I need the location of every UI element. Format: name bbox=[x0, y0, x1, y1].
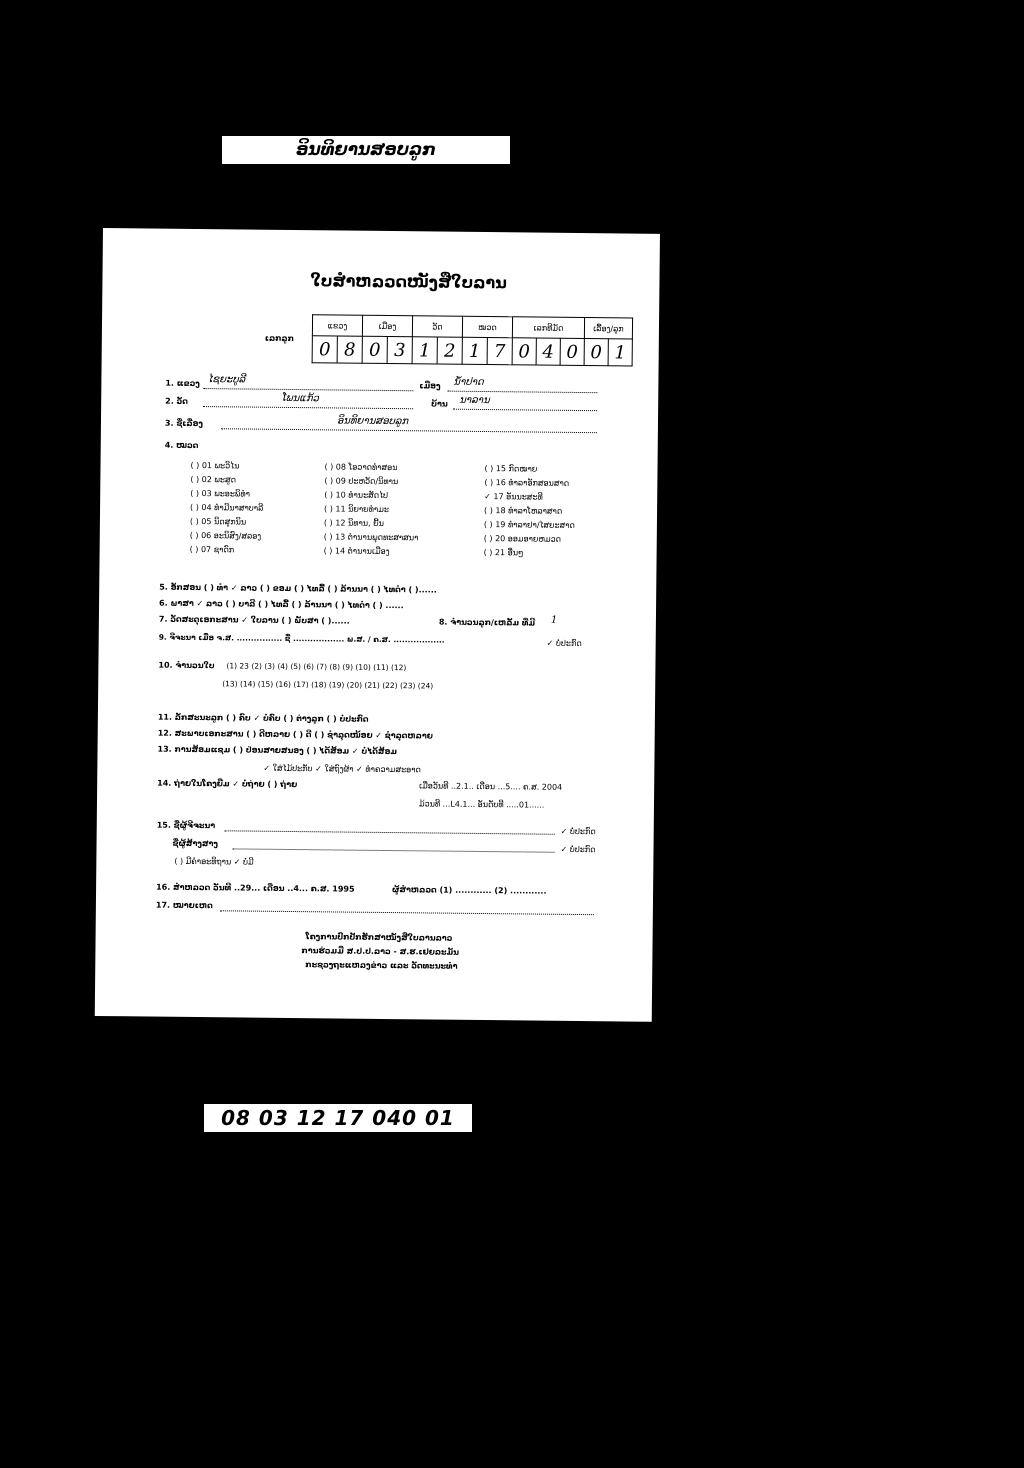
field-2-label: 2. ວັດ bbox=[165, 396, 188, 406]
category-item: ( ) 14 ຕຳນານເມືອງ bbox=[323, 546, 390, 557]
code-digit: 0 bbox=[512, 338, 536, 365]
field-3-label: 3. ຊື່ເລື່ອງ bbox=[164, 418, 203, 429]
field-8: 8. ຈຳນວນລູກ/ເຫລັ້ມ ທີ່ມີ bbox=[438, 617, 536, 628]
survey-form-sheet bbox=[95, 228, 660, 1022]
code-digit: 0 bbox=[584, 339, 608, 366]
code-header: ເລື້ອງ/ລູກ bbox=[584, 318, 632, 340]
code-digit: 1 bbox=[462, 337, 487, 364]
category-item: ( ) 10 ທຳນະສັດໄປ bbox=[324, 490, 389, 500]
field-15-check: ✓ ບໍ່ປະກົດ bbox=[560, 826, 596, 837]
top-label: ອິນທິຍານສອບລູກ bbox=[222, 136, 510, 164]
code-digit: 0 bbox=[362, 336, 387, 363]
code-header: ໝວດ bbox=[462, 316, 512, 338]
category-item: ( ) 11 ນິຍາຍທຳມະ bbox=[324, 504, 389, 515]
field-10-label: 10. ຈຳນວນໃບ bbox=[158, 660, 215, 671]
field-2b-value: ນາລານ bbox=[459, 394, 490, 407]
field-7: 7. ວັດສະດຸເອກະສານ ✓ ໃບລານ ( ) ພັບສາ ( )...... bbox=[158, 614, 350, 626]
category-item: ( ) 01 ພະວິໄນ bbox=[190, 460, 240, 471]
code-digit: 1 bbox=[412, 337, 437, 364]
field-2-value: ໂພນແກ້ວ bbox=[281, 392, 319, 405]
code-digit: 2 bbox=[437, 337, 462, 364]
code-table bbox=[312, 314, 633, 366]
category-item: ( ) 04 ທຳມີນາສາບາລີ bbox=[190, 502, 264, 513]
field-15b: ຊື່ຜູ້ສ້າງສາງ bbox=[172, 838, 219, 849]
field-2b-label: ບ້ານ bbox=[431, 399, 448, 409]
code-digit: 4 bbox=[536, 338, 560, 365]
code-digit: 0 bbox=[560, 338, 584, 365]
category-item: ( ) 16 ທຳລາອັກສອນສາດ bbox=[484, 478, 570, 488]
field-1b-label: ເມືອງ bbox=[419, 381, 441, 391]
code-digit: 8 bbox=[337, 336, 362, 363]
field-17: 17. ໝາຍເຫດ bbox=[155, 900, 213, 911]
code-digit: 0 bbox=[312, 336, 337, 363]
field-11: 11. ລັກສະນະລູກ ( ) ຄົບ ✓ ບໍ່ຄົບ ( ) ຕ່າງລູກ ( ) ບໍ່ປະກົດ bbox=[157, 712, 369, 724]
code-header: ແຂວງ bbox=[312, 315, 362, 337]
field-9: 9. ຈີຈະນາ ເມື່ອ ຈ.ສ. ................ ຊື່ .................. ພ.ສ. / ຄ.ສ. .................. bbox=[158, 632, 445, 645]
field-5: 5. ອັກສອນ ( ) ທຳ ✓ ລາວ ( ) ຂອມ ( ) ໄທລື້ ( ) ລ້ານນາ ( ) ໄທດຳ ( )...... bbox=[159, 582, 437, 595]
code-digit: 1 bbox=[608, 339, 632, 366]
field-15b-check: ✓ ບໍ່ປະກົດ bbox=[560, 844, 596, 855]
code-digit: 7 bbox=[487, 338, 512, 365]
field-13b: ✓ ໃສ່ໄມ້ປະກັບ ✓ ໃສ່ຖົງຜ້າ ✓ ທຳຄວາມສະອາດ bbox=[263, 763, 421, 775]
category-item: ( ) 09 ປະຫວັດ/ນິທານ bbox=[324, 476, 399, 487]
code-header: ເມືອງ bbox=[362, 315, 412, 337]
code-label: ເລກລູກ bbox=[264, 333, 294, 344]
code-header: ເລກທີມັດ bbox=[512, 317, 584, 339]
category-item: ( ) 02 ພະສູດ bbox=[190, 474, 237, 485]
field-13: 13. ການສ້ອມແຊມ ( ) ປ່ອນສາຍສນອງ ( ) ໄດ້ສ້ອມ ✓ ບໍ່ໄດ້ສ້ອມ bbox=[157, 744, 398, 757]
form-title: ໃບສຳຫລວດໜັງສືໃບລານ bbox=[310, 271, 507, 293]
category-item: ( ) 07 ຊາດົກ bbox=[189, 544, 235, 555]
category-item: ( ) 21 ອື່ນໆ bbox=[483, 548, 524, 558]
field-4-label: 4. ໝວດ bbox=[164, 440, 199, 451]
leaf-count-row-1: (1) 23 (2) (3) (4) (5) (6) (7) (8) (9) (10) (11) (12) bbox=[226, 661, 407, 673]
field-3-value: ອິນທິຍານສອບລູກ bbox=[336, 415, 409, 428]
field-14-date: ເມື່ອວັນທີ ..2.1.. ເດືອນ ...5.... ຄ.ສ. 2004 bbox=[419, 781, 563, 792]
footer-line-1: ໂຄງການປົກປັກຮັກສາໜັງສືໃບລານລາວ bbox=[305, 932, 453, 943]
bottom-label: 08 03 12 17 040 01 bbox=[204, 1104, 472, 1132]
field-16b: ຜູ້ສຳຫລວດ (1) ............ (2) ............ bbox=[392, 885, 547, 896]
footer-line-3: ກະຊວງຖະແຫລງຂ່າວ ແລະ ວັດທະນະທຳ bbox=[305, 960, 458, 971]
field-9-check: ✓ ບໍ່ປະກົດ bbox=[546, 638, 582, 649]
field-16: 16. ສຳຫລວດ ວັນທີ ..29... ເດືອນ ..4... ຄ.ສ. 1995 bbox=[156, 882, 355, 894]
field-14-reel: ມ້ວນທີ ...L4.1... ອັນດັບທີ .....01...... bbox=[418, 799, 545, 810]
field-15c: ( ) ມີຄຳອະທິຖານ ✓ ບໍ່ມີ bbox=[174, 856, 254, 867]
code-header: ວັດ bbox=[412, 316, 462, 338]
field-8-value: 1 bbox=[550, 614, 558, 626]
category-item: ( ) 05 ນິດສູກນິນ bbox=[189, 516, 247, 527]
category-item: ( ) 13 ຕຳນານພຸດທະສາສນາ bbox=[323, 532, 419, 543]
field-12: 12. ສະພາບເອກະສານ ( ) ດີຫລາຍ ( ) ດີ ( ) ຊຳລຸດໜ້ອຍ ✓ ຊຳລຸດຫລາຍ bbox=[157, 728, 433, 741]
category-item: ( ) 08 ໂອວາດທຳສອນ bbox=[324, 462, 398, 473]
category-item: ( ) 12 ນິທານ, ຍີ້ນ bbox=[323, 518, 384, 528]
field-1-value: ໄຊຍະບູລີ bbox=[207, 374, 246, 386]
category-item: ( ) 20 ອອມອາຍຫມວດ bbox=[483, 534, 562, 544]
category-item: ( ) 18 ທຳລາໂຫລາສາດ bbox=[484, 506, 563, 516]
field-14: 14. ຖ່າຍໃນໂຄງຍືມ ✓ ບໍ່ຖ່າຍ ( ) ຖ່າຍ bbox=[157, 778, 298, 790]
category-item: ✓ 17 ອັນນະສະທີ bbox=[484, 492, 543, 502]
field-1-label: 1. ແຂວງ bbox=[165, 378, 200, 389]
field-6: 6. ພາສາ ✓ ລາວ ( ) ບາລີ ( ) ໄທລື້ ( ) ລ້ານນາ ( ) ໄທດຳ ( ) ...... bbox=[159, 598, 404, 611]
footer-line-2: ການຮ່ວມມື ສ.ປ.ປ.ລາວ - ສ.ຮ.ເຢຍລະມັນ bbox=[301, 946, 460, 957]
category-item: ( ) 06 ອະນິສົງ/ສລອງ bbox=[189, 530, 262, 541]
code-digit: 3 bbox=[387, 336, 412, 363]
leaf-count-row-2: (13) (14) (15) (16) (17) (18) (19) (20) (21) (22) (23) (24) bbox=[222, 679, 434, 691]
field-15: 15. ຊື່ຜູ້ຈີຈະນາ bbox=[156, 820, 216, 831]
category-item: ( ) 19 ທຳລາຢາ/ໄສຍະສາດ bbox=[483, 520, 575, 530]
field-1b-value: ນ້ຳປາດ bbox=[453, 376, 484, 388]
category-item: ( ) 03 ພະອະພິທຳ bbox=[190, 488, 251, 499]
category-item: ( ) 15 ກົດໝາຍ bbox=[484, 464, 538, 474]
